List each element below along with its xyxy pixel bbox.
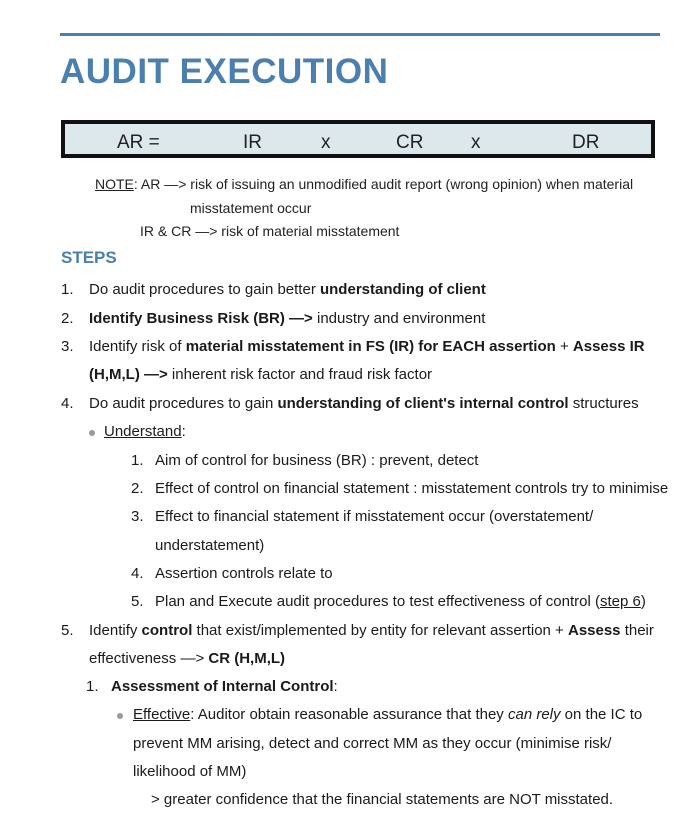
step-3-text: Identify risk of material misstatement in FS (IR) for EACH assertion + Assess IR xyxy=(89,338,645,355)
effective-text: Effective: Auditor obtain reasonable assurance that they can rely on the IC to xyxy=(133,706,643,723)
sub-item-5-number: 5. xyxy=(131,593,144,610)
step-6-link[interactable]: step 6 xyxy=(599,593,641,610)
sub-item-4-text: Assertion controls relate to xyxy=(155,565,333,582)
sub-item-4-number: 4. xyxy=(131,565,144,582)
sub-item-3-text-cont: understatement) xyxy=(155,537,265,554)
formula-multiply-2: x xyxy=(471,132,481,153)
sub-item-2-text: Effect of control on financial statement : misstatement controls try to minimise xyxy=(155,480,669,497)
step-1-text: Do audit procedures to gain better understanding of client xyxy=(89,281,486,298)
note-label: NOTE xyxy=(95,176,134,192)
step-5-text: Identify control that exist/implemented by entity for relevant assertion + Assess their xyxy=(89,622,654,639)
sub-item-3-text: Effect to financial statement if misstatement occur (overstatement/ xyxy=(155,508,594,525)
step-3-text-cont: (H,M,L) —> inherent risk factor and fraud risk factor xyxy=(89,366,433,383)
step-2-number: 2. xyxy=(61,310,74,327)
top-divider xyxy=(60,33,660,36)
step-4-text: Do audit procedures to gain understanding of client's internal control structures xyxy=(89,395,639,412)
sub-item-1-text: Aim of control for business (BR) : prevent, detect xyxy=(155,452,479,469)
effective-text-line-4: > greater confidence that the financial statements are NOT misstated. xyxy=(151,791,614,808)
step-5-text-cont: effectiveness —> CR (H,M,L) xyxy=(89,650,286,667)
understand-label: Understand: xyxy=(104,423,186,440)
step-5-sub-1-number: 1. xyxy=(86,678,99,695)
note-line-3: IR & CR —> risk of material misstatement xyxy=(140,223,400,239)
formula-ir: IR xyxy=(243,132,262,153)
sub-item-5-text: Plan and Execute audit procedures to test effectiveness of control (step 6) xyxy=(155,593,646,610)
formula-ar: AR = xyxy=(117,132,160,153)
step-4-number: 4. xyxy=(61,395,74,412)
formula-cr: CR xyxy=(396,132,424,153)
step-3-number: 3. xyxy=(61,338,74,355)
sub-item-1-number: 1. xyxy=(131,452,144,469)
effective-text-line-3: likelihood of MM) xyxy=(133,763,247,780)
formula-dr: DR xyxy=(572,132,600,153)
effective-text-line-2: prevent MM arising, detect and correct MM as they occur (minimise risk/ xyxy=(133,735,612,752)
sub-item-3-number: 3. xyxy=(131,508,144,525)
step-1-number: 1. xyxy=(61,281,74,298)
note-line-1: NOTE: AR —> risk of issuing an unmodified audit report (wrong opinion) when material xyxy=(95,176,634,192)
audit-risk-formula-box xyxy=(61,120,655,158)
bullet-icon xyxy=(89,430,95,436)
note-line-2: misstatement occur xyxy=(190,200,312,216)
bullet-icon xyxy=(117,713,123,719)
steps-heading: STEPS xyxy=(61,248,117,267)
step-5-number: 5. xyxy=(61,622,74,639)
page-title: AUDIT EXECUTION xyxy=(60,52,389,91)
sub-item-2-number: 2. xyxy=(131,480,144,497)
step-2-text: Identify Business Risk (BR) —> industry and environment xyxy=(89,310,486,327)
formula-multiply-1: x xyxy=(321,132,331,153)
assessment-heading: Assessment of Internal Control: xyxy=(111,678,338,695)
